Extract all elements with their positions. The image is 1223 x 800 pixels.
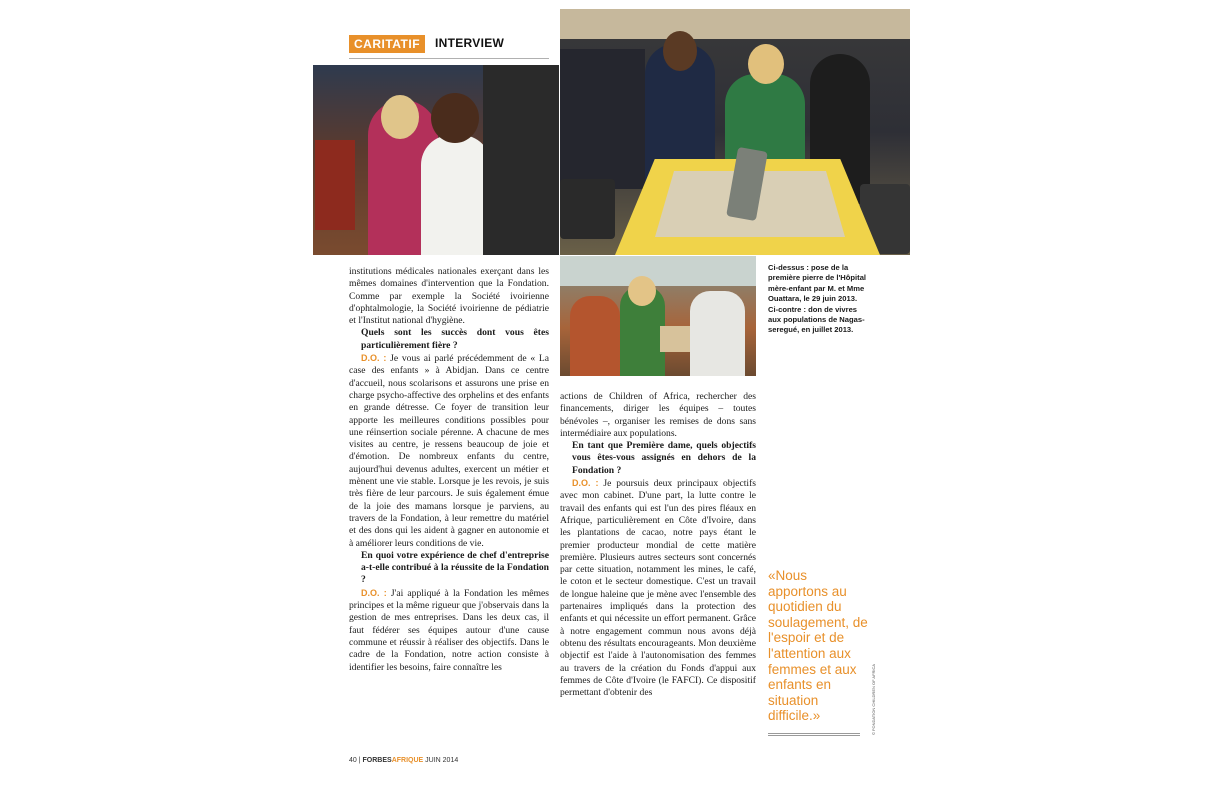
speaker-label: D.O. : — [572, 478, 599, 489]
photo-food-donation — [560, 256, 756, 376]
photo-element — [431, 93, 479, 143]
answer — [349, 352, 549, 550]
magazine-page — [313, 0, 913, 800]
photo-element — [628, 276, 656, 306]
issue-date: JUIN 2014 — [425, 757, 459, 764]
caption-line: Ci-dessus : pose de la première pierre de l'Hôpital mère-enfant par M. et Mme Ouattara, le 29 juin 2013. — [768, 263, 867, 304]
photo-first-stone-ceremony — [560, 9, 910, 255]
answer — [560, 477, 756, 699]
page-number: 40 — [349, 757, 357, 764]
footer-separator: | — [358, 757, 361, 764]
text-column-2 — [560, 391, 756, 699]
header-rule — [349, 58, 549, 59]
paragraph: actions de Children of Africa, rechercher des financements, diriger les équipes – toutes bénévoles –, organiser les remises de dons sans intermédiaire aux populations. — [560, 391, 756, 439]
page-footer — [349, 757, 458, 764]
question: En quoi votre expérience de chef d'entreprise a-t-elle contribué à la réussite de la Fondation ? — [361, 549, 549, 586]
question: En tant que Première dame, quels objectifs vous êtes-vous assignés en dehors de la Fondation ? — [572, 440, 756, 476]
photo-element — [690, 291, 745, 376]
photo-element — [748, 44, 784, 84]
section-header — [349, 35, 549, 57]
photo-element — [315, 140, 355, 230]
speaker-label: D.O. : — [361, 353, 387, 364]
photo-element — [560, 9, 910, 39]
section-tag: CARITATIF — [349, 35, 425, 53]
speaker-label: D.O. : — [361, 587, 387, 598]
photo-element — [570, 296, 620, 376]
paragraph: institutions médicales nationales exerçant dans les mêmes domaines d'intervention que la Fondation. Comme par exemple la Société ivoirienne d'ophtalmologie, la Société ivoirienne de pédiatrie et l'Institut national d'hygiène. — [349, 266, 549, 327]
caption-line: Ci-contre : don de vivres aux populations de Nagas-seregué, en juillet 2013. — [768, 304, 865, 335]
photo-element — [560, 49, 645, 189]
magazine-name: FORBES — [362, 757, 392, 764]
photo-caption — [768, 263, 868, 336]
photo-element — [381, 95, 419, 139]
photo-element — [560, 256, 756, 286]
answer — [349, 587, 549, 674]
text-column-1 — [349, 266, 549, 674]
photo-first-lady-hugging-child — [313, 65, 559, 255]
photo-element — [663, 31, 697, 71]
answer-text: Je vous ai parlé précédemment de « La case des enfants » à Abidjan. Dans ce centre d'accueil, nous scolarisons et assurons une prise en charge psycho-affective des orphelins et des enfants en grande détresse. Ce foyer de transition leur apporte les meilleures conditions possibles pour une réinsertion sociale pérenne. A chacune de mes visites au centre, je ressens beaucoup de joie et d'émotion. De nombreux enfants du centre, aujourd'hui devenus adultes, exercent un métier et mènent une vie stable. Lorsque je les revois, je suis très fière de leur parcours. Je suis également émue de la joie des mamans lorsque je parviens, au travers de la Fondation, à leur remettre du matériel et des dons qui les aident à gagner en autonomie et à améliorer leurs conditions de vie. — [349, 353, 549, 549]
photo-element — [560, 179, 615, 239]
answer-text: J'ai appliqué à la Fondation les mêmes principes et la même rigueur que j'observais dans la gestion de mes entreprises. Dans les deux cas, il faut fédérer ses équipes autour d'une cause commune et réussir à réaliser des objectifs. Dans le cadre de la Fondation, notre action consiste à identifier les besoins, faire connaître les — [349, 587, 550, 673]
magazine-name-suffix: AFRIQUE — [391, 757, 424, 764]
photo-element — [421, 135, 491, 255]
question: Quels sont les succès dont vous êtes particulièrement fière ? — [361, 327, 549, 351]
pull-quote-rule — [768, 733, 860, 736]
pull-quote: «Nous apportons au quotidien du soulagement, de l'espoir et de l'attention aux femmes et aux enfants en situation difficile.» — [768, 568, 868, 724]
section-title: INTERVIEW — [435, 36, 505, 50]
photo-element — [483, 65, 559, 255]
photo-credit: © FONDATION CHILDREN OF AFRICA — [871, 663, 876, 735]
answer-text: Je poursuis deux principaux objectifs avec mon cabinet. D'une part, la lutte contre le travail des enfants qui est l'un des pires fléaux en Afrique, particulièrement en Côte d'Ivoire, dans les plantations de cacao, notre pays étant le premier producteur mondial de cette matière première. Plusieurs autres secteurs sont concernés par cette situation, notamment les mines, le café, le coton et le secteur domestique. C'est un travail de longue haleine que je mène avec l'ensemble des partenaires impliqués dans la protection des enfants et qui nécessite un effort permanent. Grâce à notre engagement commun nous avons déjà obtenu des résultats encourageants. Mon deuxième objectif est l'aide à l'autonomisation des femmes au travers de la création du Fonds d'appui aux femmes de Côte d'Ivoire (le FAFCI). Ce dispositif permettant d'obtenir des — [560, 478, 757, 699]
